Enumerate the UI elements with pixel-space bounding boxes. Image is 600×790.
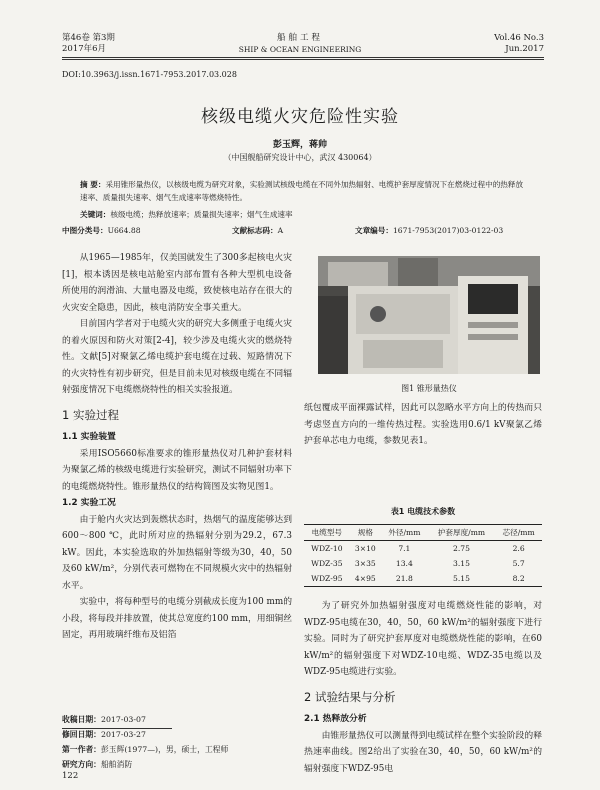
figure-1-caption: 图1 锥形量热仪	[401, 384, 457, 393]
footnote	[62, 712, 228, 772]
keywords-text: 核级电缆；热释放速率；质量损失速率；烟气生成速率	[110, 210, 293, 219]
date-cn: 2017年6月	[62, 44, 107, 54]
paragraph-samples: 实验中，将每种型号的电缆分别截成长度为100 mm的小段，将每段并排放置，使其总宽度约100 mm，用细铜丝固定，再用玻璃纤维布及铝箔	[62, 597, 292, 640]
doi: DOI:10.3963/j.issn.1671-7953.2017.03.028	[62, 70, 237, 79]
figure-1-photo	[318, 256, 540, 374]
paragraph-apparatus: 采用ISO5660标准要求的锥形量热仪对几种护套材料为聚氯乙烯的核级电缆进行实验研究，测试不同辐射功率下的电缆燃烧特性。锥形量热仪的结构简图及实物见图1。	[62, 448, 292, 492]
authors: 彭玉辉，蒋帅	[272, 140, 327, 150]
paragraph-intro-1: 从1965—1985年，仅美国就发生了300多起核电火灾[1]，根本诱因是核电站舱室内部布置有各种大型机电设备所使用的润滑油、大量电器及电缆，致使核电站存在很大的火灾安全隐患，因此，核电消防安全事关重大。	[62, 253, 292, 313]
table-header-row	[304, 525, 542, 541]
paragraph-sample-prep: 纸包覆成平面裸露试样，因此可以忽略水平方向上的传热而只考虑竖直方向的一维传热过程。实验选用0.6/1 kV聚氯乙烯护套单芯电力电缆，参数见表1。	[304, 403, 542, 446]
paper-title: 核级电缆火灾危险性实验	[201, 107, 399, 127]
table-1	[304, 524, 542, 587]
cone-calorimeter-image	[318, 256, 540, 374]
volume-cn: 第46卷 第3期	[62, 33, 115, 43]
right-column-bottom	[304, 598, 542, 777]
table-header-cell: 芯径/mm	[495, 525, 542, 541]
abstract	[80, 178, 524, 204]
keywords-label: 关键词：	[80, 210, 111, 219]
section-heading-2: 2 试验结果与分析	[304, 689, 396, 704]
table-row: WDZ-95 4×95 21.8 5.15 8.2	[304, 571, 542, 587]
right-column-top	[304, 400, 542, 450]
first-author: 第一作者：彭玉辉(1977—)，男，硕士，工程师	[62, 745, 229, 754]
received-date: 收稿日期：2017-03-07	[62, 715, 146, 724]
page-number: 122	[62, 771, 79, 781]
header-rule-2	[62, 59, 544, 60]
revised-date: 修回日期：2017-03-27	[62, 730, 146, 739]
section-heading-1: 1 实验过程	[62, 407, 119, 422]
date-en: Jun.2017	[505, 44, 544, 54]
table-header-cell: 规格	[350, 525, 381, 541]
paragraph-intro-2: 目前国内学者对于电缆火灾的研究大多侧重于电缆火灾的着火原因和防火对策[2-4]，较少涉及电缆火灾的燃烧特性。文献[5]对聚氯乙烯电缆护套电缆在过载、短路情况下的火灾特性有初步研究，但是目前未见对核级电缆在不同辐射强度情况下电缆燃烧特性的相关实验报道。	[62, 319, 292, 395]
table-row: WDZ-10 3×10 7.1 2.75 2.6	[311, 544, 525, 553]
table-header-cell: 外径/mm	[381, 525, 428, 541]
header-right	[444, 33, 544, 55]
table-header-cell: 护套厚度/mm	[428, 525, 496, 541]
journal-en: SHIP & OCEAN ENGINEERING	[238, 45, 362, 54]
article-number: 文章编号：1671-7953(2017)03-0122-03	[355, 226, 504, 235]
subsection-heading-1-2: 1.2 实验工况	[62, 498, 116, 508]
volume-en: Vol.46 No.3	[494, 33, 544, 43]
affiliation: （中国舰船研究设计中心，武汉 430064）	[223, 153, 377, 162]
keywords	[80, 209, 524, 220]
research-field: 研究方向：船舶消防	[62, 760, 133, 769]
header-left	[62, 33, 115, 55]
header-center	[200, 33, 400, 55]
journal-cn: 船舶工程	[276, 33, 323, 43]
header-rule	[62, 57, 544, 58]
abstract-label: 摘 要：	[80, 180, 106, 189]
table-row: WDZ-35 3×35 13.4 3.15 5.7	[311, 559, 525, 568]
left-column	[62, 250, 292, 644]
subsection-heading-2-1: 2.1 热释放分析	[304, 714, 367, 724]
document-code: 文献标志码：A	[232, 226, 284, 235]
paragraph-experiment-design: 为了研究外加热辐射强度对电缆燃烧性能的影响，对WDZ-95电缆在30，40，50，60 kW/m²的辐射强度下进行实验。同时为了研究护套厚度对电缆燃烧性能的影响，在60 kW/m²的辐射强度下对WDZ-10电缆、WDZ-35电缆以及WDZ-95电缆进行实验。	[304, 601, 542, 677]
paragraph-conditions: 由于舱内火灾达到轰燃状态时，热烟气的温度能够达到600～800 ℃，此时所对应的热辐射分别为29.2，67.3 kW。因此，本实验选取的外加热辐射等级为30，40，50及60 kW/m²，分别代表可燃物在不同规模火灾中的热辐射水平。	[62, 514, 292, 591]
subsection-heading-1-1: 1.1 实验装置	[62, 432, 116, 442]
paragraph-heat-release: 由锥形量热仪可以测量得到电缆试样在整个实验阶段的释热速率曲线。图2给出了实验在30，40，50，60 kW/m²的辐射强度下WDZ-95电	[304, 730, 542, 774]
clc-number: 中图分类号：U664.88	[62, 226, 141, 235]
abstract-text: 采用锥形量热仪，以核级电缆为研究对象，实验测试核级电缆在不同外加热辐射、电缆护套厚度情况下在燃烧过程中的热释放速率、质量损失速率、烟气生成速率等燃烧特性。	[80, 180, 524, 202]
table-header-cell: 电缆型号	[304, 525, 350, 541]
table-1-title: 表1 电缆技术参数	[390, 507, 456, 516]
